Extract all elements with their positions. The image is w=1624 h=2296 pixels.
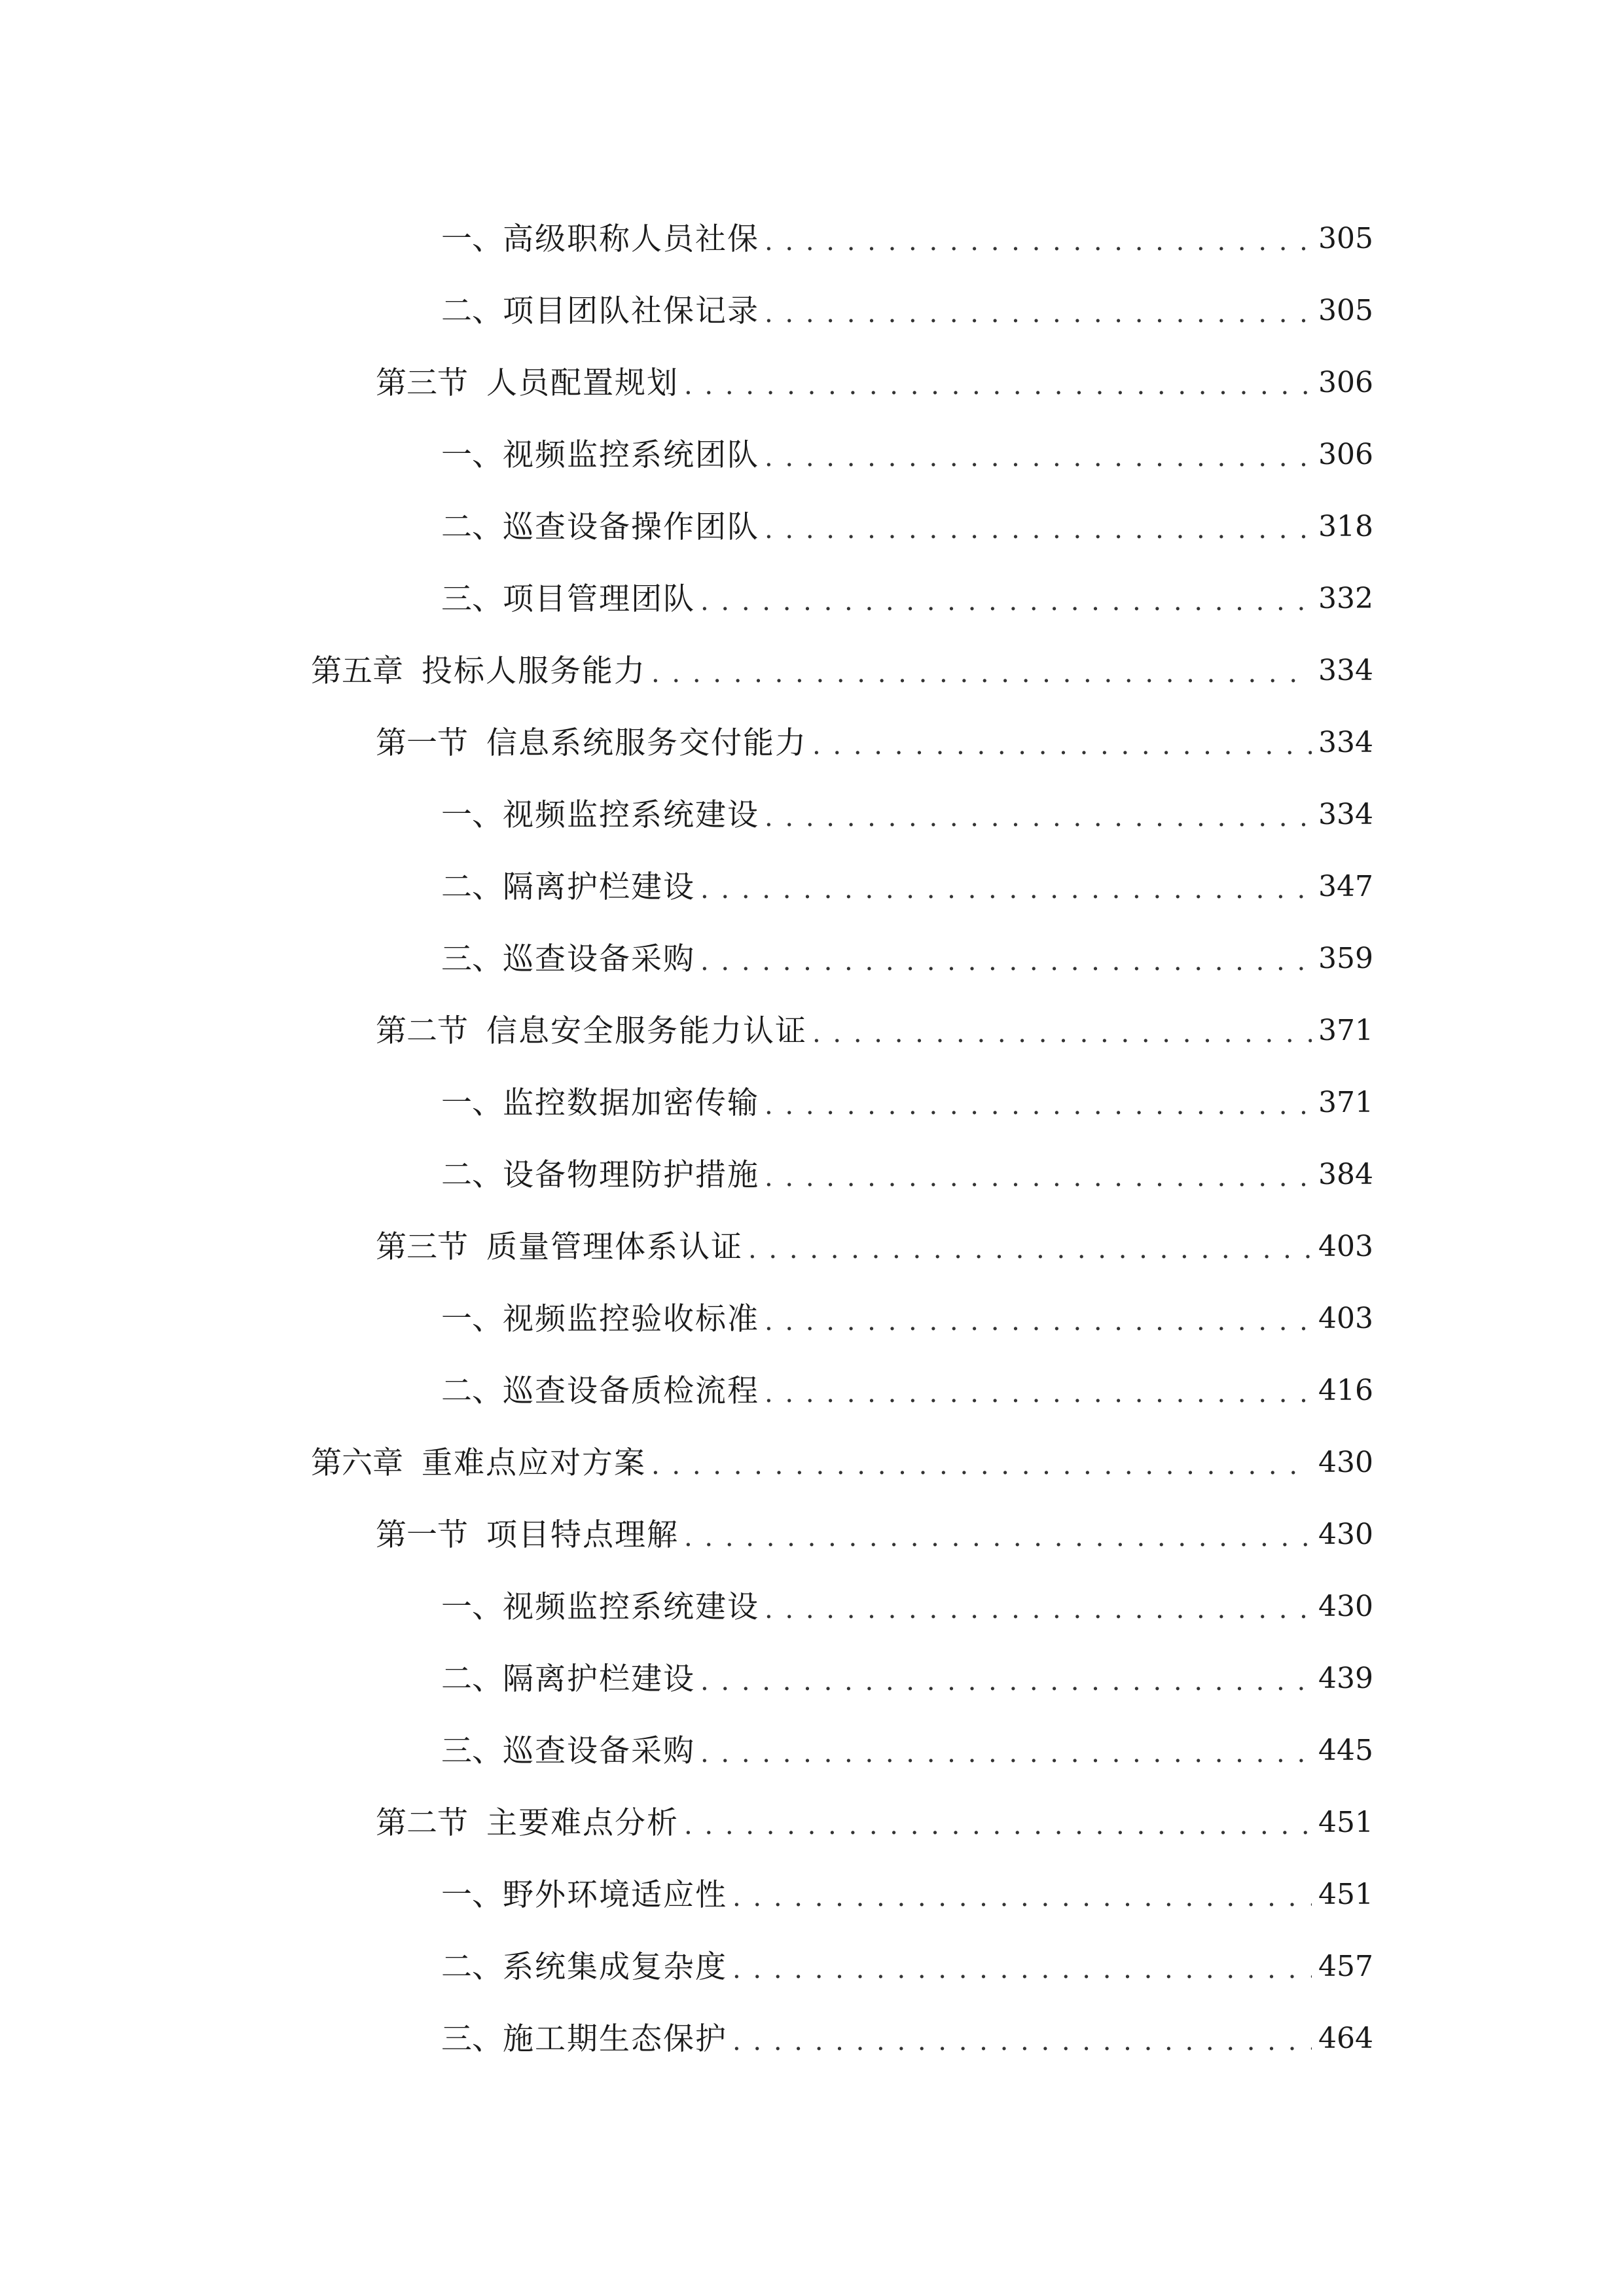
toc-entry-number: 二、 xyxy=(441,293,503,329)
toc-entry-number: 二、 xyxy=(441,1157,503,1193)
toc-entry-page: 306 xyxy=(1318,366,1373,399)
toc-entry-page: 430 xyxy=(1318,1518,1373,1551)
toc-entry-page: 305 xyxy=(1318,294,1373,327)
toc-entry-number: 二、 xyxy=(441,509,503,545)
toc-leader-dots xyxy=(700,948,1312,975)
toc-entry-page: 384 xyxy=(1318,1158,1373,1191)
table-of-contents xyxy=(0,203,1624,2075)
toc-entry-page: 416 xyxy=(1318,1374,1373,1407)
toc-entry-number: 一、 xyxy=(441,1876,503,1913)
toc-entry-number: 第一节 xyxy=(376,725,468,761)
toc-entry-title: 监控数据加密传输 xyxy=(503,1085,759,1121)
toc-leader-dots xyxy=(700,1668,1312,1695)
toc-entry-title: 项目特点理解 xyxy=(486,1516,679,1553)
toc-entry-page: 305 xyxy=(1318,222,1373,255)
toc-entry[interactable] xyxy=(0,1355,1624,1427)
toc-leader-dots xyxy=(748,1236,1312,1263)
toc-entry-number: 第三节 xyxy=(376,365,468,401)
toc-entry-page: 430 xyxy=(1318,1446,1373,1479)
toc-entry-title: 视频监控系统建设 xyxy=(503,797,759,833)
toc-entry-page: 347 xyxy=(1318,870,1373,903)
toc-leader-dots xyxy=(765,444,1312,471)
toc-entry-title: 巡查设备采购 xyxy=(503,941,695,977)
toc-leader-dots xyxy=(684,372,1312,399)
toc-entry-page: 464 xyxy=(1318,2022,1373,2055)
toc-entry[interactable] xyxy=(0,1643,1624,1715)
toc-entry[interactable] xyxy=(0,1787,1624,1859)
toc-entry-title: 信息系统服务交付能力 xyxy=(486,725,807,761)
toc-entry-number: 第五章 xyxy=(311,653,403,689)
toc-entry[interactable] xyxy=(0,635,1624,707)
toc-entry-page: 439 xyxy=(1318,1662,1373,1695)
toc-entry-number: 一、 xyxy=(441,1085,503,1121)
toc-leader-dots xyxy=(684,1524,1312,1551)
toc-entry-title: 主要难点分析 xyxy=(486,1804,679,1841)
toc-leader-dots xyxy=(765,1380,1312,1407)
toc-entry-page: 334 xyxy=(1318,654,1373,687)
toc-entry[interactable] xyxy=(0,1067,1624,1139)
toc-entry[interactable] xyxy=(0,563,1624,635)
toc-entry-number: 第一节 xyxy=(376,1516,468,1553)
toc-leader-dots xyxy=(812,1020,1312,1047)
toc-entry-title: 重难点应对方案 xyxy=(422,1444,646,1481)
toc-entry-number: 三、 xyxy=(441,581,503,617)
toc-entry-title: 设备物理防护措施 xyxy=(503,1157,759,1193)
toc-entry[interactable] xyxy=(0,275,1624,347)
toc-entry-title: 野外环境适应性 xyxy=(503,1876,727,1913)
toc-entry-page: 371 xyxy=(1318,1014,1373,1047)
toc-entry[interactable] xyxy=(0,1211,1624,1283)
toc-entry[interactable] xyxy=(0,491,1624,563)
toc-entry[interactable] xyxy=(0,203,1624,275)
toc-entry-page: 334 xyxy=(1318,726,1373,759)
toc-leader-dots xyxy=(651,660,1312,687)
toc-leader-dots xyxy=(732,1884,1312,1910)
toc-entry[interactable] xyxy=(0,995,1624,1067)
toc-entry-number: 第三节 xyxy=(376,1229,468,1265)
toc-entry-number: 二、 xyxy=(441,1372,503,1409)
toc-entry-page: 403 xyxy=(1318,1302,1373,1335)
toc-entry[interactable] xyxy=(0,1427,1624,1499)
toc-entry-number: 三、 xyxy=(441,941,503,977)
toc-leader-dots xyxy=(765,228,1312,255)
toc-entry-title: 巡查设备操作团队 xyxy=(503,509,759,545)
toc-entry-page: 334 xyxy=(1318,798,1373,831)
toc-entry-title: 人员配置规划 xyxy=(486,365,679,401)
toc-entry-title: 巡查设备采购 xyxy=(503,1732,695,1769)
toc-entry-number: 一、 xyxy=(441,437,503,473)
toc-entry[interactable] xyxy=(0,1139,1624,1211)
toc-entry[interactable] xyxy=(0,707,1624,779)
toc-leader-dots xyxy=(684,1812,1312,1839)
toc-entry[interactable] xyxy=(0,779,1624,851)
toc-entry[interactable] xyxy=(0,419,1624,491)
toc-leader-dots xyxy=(700,876,1312,903)
toc-entry[interactable] xyxy=(0,1499,1624,1571)
toc-leader-dots xyxy=(700,588,1312,615)
toc-entry-title: 高级职称人员社保 xyxy=(503,221,759,257)
toc-entry[interactable] xyxy=(0,1715,1624,1787)
toc-entry-number: 第二节 xyxy=(376,1013,468,1049)
toc-entry-number: 一、 xyxy=(441,221,503,257)
toc-entry-number: 第六章 xyxy=(311,1444,403,1481)
toc-entry[interactable] xyxy=(0,2003,1624,2075)
toc-entry[interactable] xyxy=(0,1859,1624,1931)
toc-leader-dots xyxy=(765,1164,1312,1191)
toc-entry-title: 视频监控验收标准 xyxy=(503,1300,759,1337)
toc-entry-number: 二、 xyxy=(441,1660,503,1697)
toc-entry-page: 403 xyxy=(1318,1230,1373,1263)
toc-entry-title: 视频监控系统团队 xyxy=(503,437,759,473)
toc-leader-dots xyxy=(765,1092,1312,1119)
toc-entry-title: 项目团队社保记录 xyxy=(503,293,759,329)
toc-leader-dots xyxy=(765,1308,1312,1335)
toc-entry[interactable] xyxy=(0,851,1624,923)
toc-entry-number: 一、 xyxy=(441,1588,503,1625)
toc-entry[interactable] xyxy=(0,1283,1624,1355)
toc-entry-page: 451 xyxy=(1318,1878,1373,1911)
toc-leader-dots xyxy=(812,732,1312,759)
toc-entry[interactable] xyxy=(0,347,1624,419)
toc-entry-title: 信息安全服务能力认证 xyxy=(486,1013,807,1049)
toc-entry-title: 质量管理体系认证 xyxy=(486,1229,743,1265)
toc-entry-title: 视频监控系统建设 xyxy=(503,1588,759,1625)
toc-entry-number: 二、 xyxy=(441,869,503,905)
toc-entry-title: 系统集成复杂度 xyxy=(503,1948,727,1985)
toc-entry-page: 457 xyxy=(1318,1950,1373,1983)
toc-entry-title: 巡查设备质检流程 xyxy=(503,1372,759,1409)
toc-entry[interactable] xyxy=(0,923,1624,995)
toc-entry-number: 二、 xyxy=(441,1948,503,1985)
toc-entry-page: 371 xyxy=(1318,1086,1373,1119)
toc-entry-page: 451 xyxy=(1318,1806,1373,1839)
toc-entry[interactable] xyxy=(0,1571,1624,1643)
toc-entry-page: 359 xyxy=(1318,942,1373,975)
toc-entry-page: 306 xyxy=(1318,438,1373,471)
toc-entry-page: 318 xyxy=(1318,510,1373,543)
toc-entry-title: 隔离护栏建设 xyxy=(503,1660,695,1697)
toc-entry-page: 430 xyxy=(1318,1590,1373,1623)
toc-entry[interactable] xyxy=(0,1931,1624,2003)
toc-entry-title: 投标人服务能力 xyxy=(422,653,646,689)
toc-entry-page: 445 xyxy=(1318,1734,1373,1767)
toc-leader-dots xyxy=(700,1740,1312,1767)
toc-leader-dots xyxy=(765,804,1312,831)
toc-entry-title: 隔离护栏建设 xyxy=(503,869,695,905)
toc-leader-dots xyxy=(732,1956,1312,1982)
toc-entry-number: 三、 xyxy=(441,2020,503,2057)
toc-entry-number: 三、 xyxy=(441,1732,503,1769)
toc-leader-dots xyxy=(732,2028,1312,2054)
toc-entry-title: 项目管理团队 xyxy=(503,581,695,617)
toc-leader-dots xyxy=(651,1452,1312,1479)
toc-entry-title: 施工期生态保护 xyxy=(503,2020,727,2057)
toc-entry-page: 332 xyxy=(1318,582,1373,615)
toc-entry-number: 一、 xyxy=(441,797,503,833)
toc-entry-number: 第二节 xyxy=(376,1804,468,1841)
toc-leader-dots xyxy=(765,516,1312,543)
toc-leader-dots xyxy=(765,300,1312,327)
toc-entry-number: 一、 xyxy=(441,1300,503,1337)
toc-leader-dots xyxy=(765,1596,1312,1623)
